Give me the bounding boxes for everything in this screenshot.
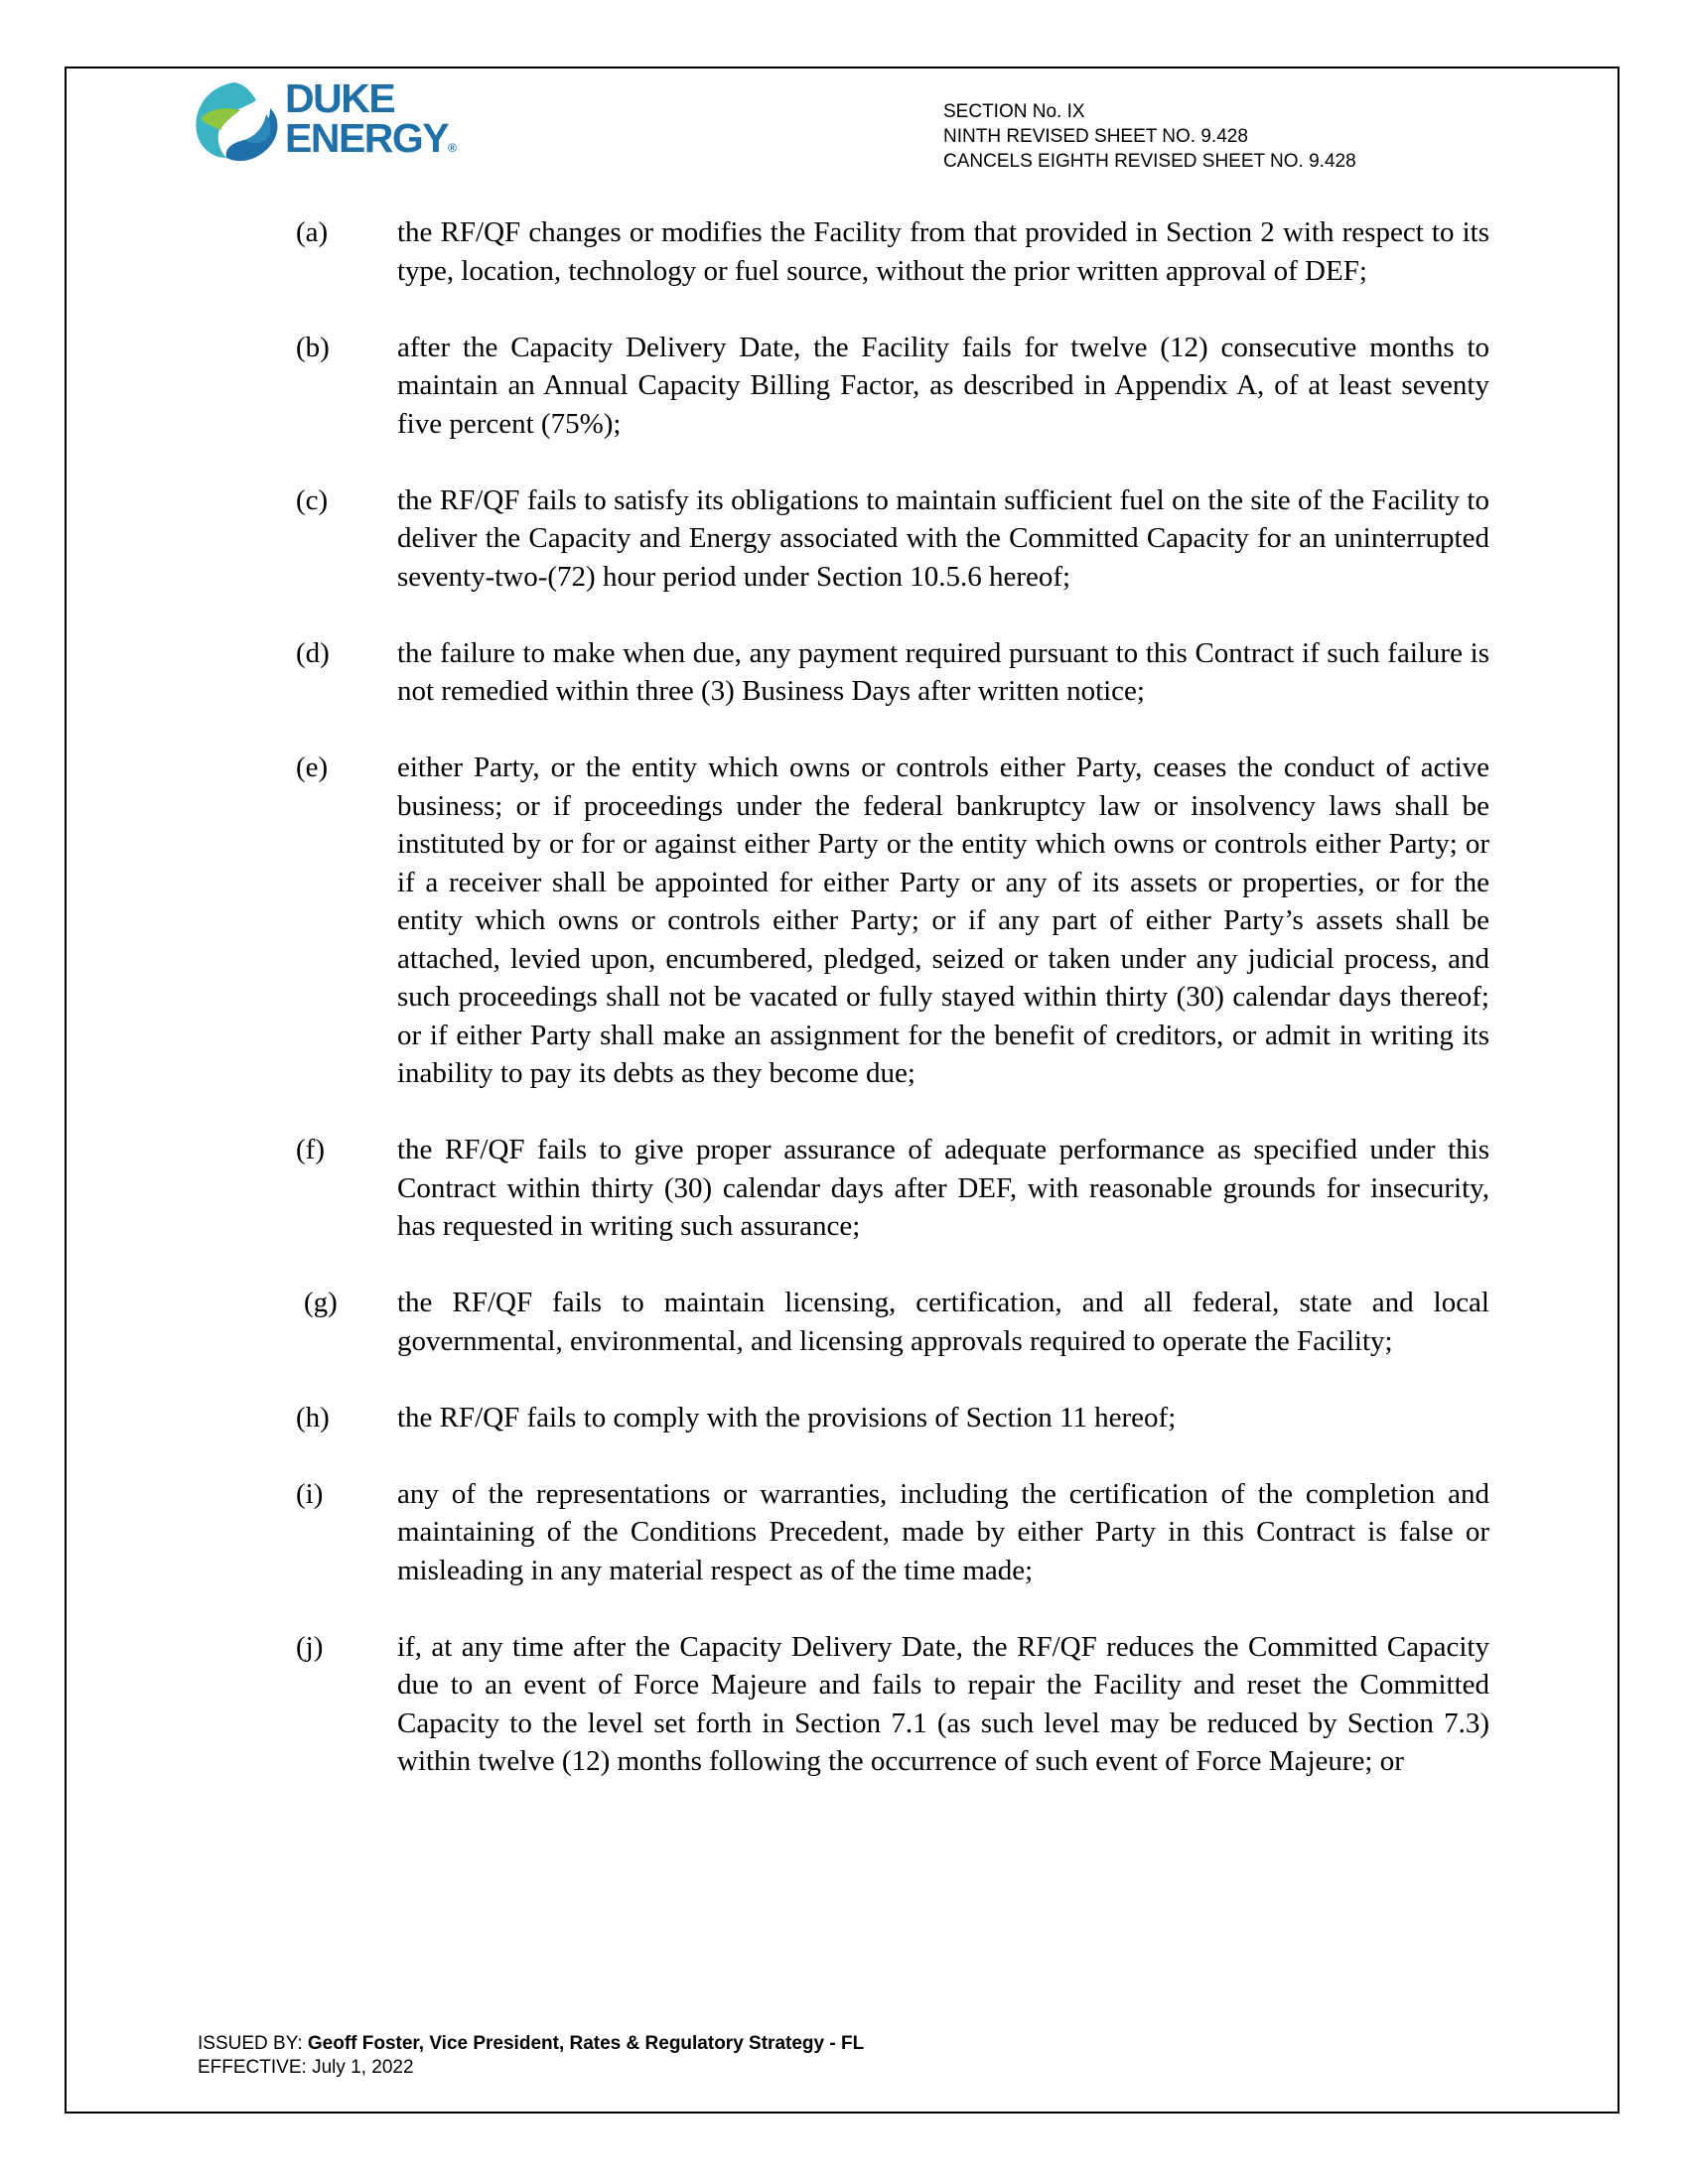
section-number: SECTION No. IX [943, 101, 1085, 122]
clause-text: after the Capacity Delivery Date, the Facility fails for twelve (12) consecutive months to maintain an Annual Capacity Billing Factor, as described in Appendix A, of at least seventy five percent (75%); [397, 331, 1489, 440]
clause-label: (e) [296, 751, 329, 783]
effective-date: EFFECTIVE: July 1, 2022 [198, 2057, 414, 2078]
clause-text: the RF/QF fails to comply with the provisions of Section 11 hereof; [397, 1401, 1177, 1433]
logo-wordmark [285, 75, 457, 168]
clause-text: the RF/QF fails to maintain licensing, certification, and all federal, state and local governmental, environmental, and licensing approvals required to operate the Facility; [397, 1287, 1489, 1357]
clause-f [288, 1131, 1489, 1246]
clause-label: (b) [296, 331, 330, 363]
duke-energy-logo [187, 75, 475, 178]
clause-e [288, 749, 1489, 1093]
logo-line1: DUKE [285, 75, 395, 121]
cancels-sheet: CANCELS EIGHTH REVISED SHEET NO. 9.428 [943, 151, 1356, 172]
clause-text: the RF/QF fails to satisfy its obligations to maintain sufficient fuel on the site of the Facility to deliver the Capacity and Energy associated with the Committed Capacity for an uninterrupted seventy-two-(72) hour period under Section 10.5.6 hereof; [397, 483, 1489, 593]
duke-energy-logo-icon [187, 78, 286, 178]
issued-by-name: Geoff Foster, Vice President, Rates & Regulatory Strategy - FL [307, 2033, 865, 2054]
clause-c [288, 481, 1489, 597]
clause-label: (c) [296, 483, 329, 516]
clause-j [288, 1628, 1489, 1781]
clause-text: the RF/QF changes or modifies the Facility from that provided in Section 2 with respect to its type, location, technology or fuel source, without the prior written approval of DEF; [397, 216, 1489, 287]
clause-list [288, 213, 1489, 1819]
issued-by-label: ISSUED BY: [198, 2033, 308, 2054]
clause-g [288, 1284, 1489, 1360]
clause-i [288, 1475, 1489, 1590]
clause-label: (i) [296, 1477, 324, 1510]
sheet-header [943, 99, 1356, 174]
registered-mark: ® [448, 141, 457, 155]
clause-label: (d) [296, 636, 330, 669]
logo-line2: ENERGY [285, 115, 449, 161]
clause-label: (g) [304, 1287, 338, 1318]
clause-label: (j) [296, 1630, 324, 1663]
clause-label: (h) [296, 1401, 330, 1433]
clause-d [288, 634, 1489, 711]
clause-text: the RF/QF fails to give proper assurance of adequate performance as specified under this Contract within thirty (30) calendar days after DEF, with reasonable grounds for insecurity, has requested in writing such assurance; [397, 1134, 1489, 1242]
clause-a [288, 213, 1489, 290]
clause-b [288, 329, 1489, 444]
clause-text: any of the representations or warranties, including the certification of the completion and maintaining of the Conditions Precedent, made by either Party in this Contract is false or misleading in any material respect as of the time made; [397, 1477, 1489, 1586]
clause-text: the failure to make when due, any payment required pursuant to this Contract if such failure is not remedied within three (3) Business Days after written notice; [397, 636, 1489, 707]
clause-h [288, 1399, 1489, 1437]
clause-text: either Party, or the entity which owns or controls either Party, ceases the conduct of active business; or if proceedings under the federal bankruptcy law or insolvency laws shall be instituted by or for or against either Party or the entity which owns or controls either Party; or if a receiver shall be appointed for either Party or any of its assets or properties, or for the entity which owns or controls either Party; or if any part of either Party’s assets shall be attached, levied upon, encumbered, pledged, seized or taken under any judicial process, and such proceedings shall not be vacated or fully stayed within thirty (30) calendar days thereof; or if either Party shall make an assignment for the benefit of creditors, or admit in writing its inability to pay its debts as they become due; [397, 751, 1489, 1089]
clause-label: (f) [296, 1134, 325, 1165]
sheet-number: NINTH REVISED SHEET NO. 9.428 [943, 126, 1248, 147]
clause-label: (a) [296, 216, 329, 248]
issued-by-line [198, 2032, 864, 2056]
clause-text: if, at any time after the Capacity Delivery Date, the RF/QF reduces the Committed Capacity due to an event of Force Majeure and fails to repair the Facility and reset the Committed Capacity to the level set forth in Section 7.1 (as such level may be reduced by Section 7.3) within twelve (12) months following the occurrence of such event of Force Majeure; or [397, 1630, 1489, 1777]
page-footer [198, 2032, 864, 2080]
